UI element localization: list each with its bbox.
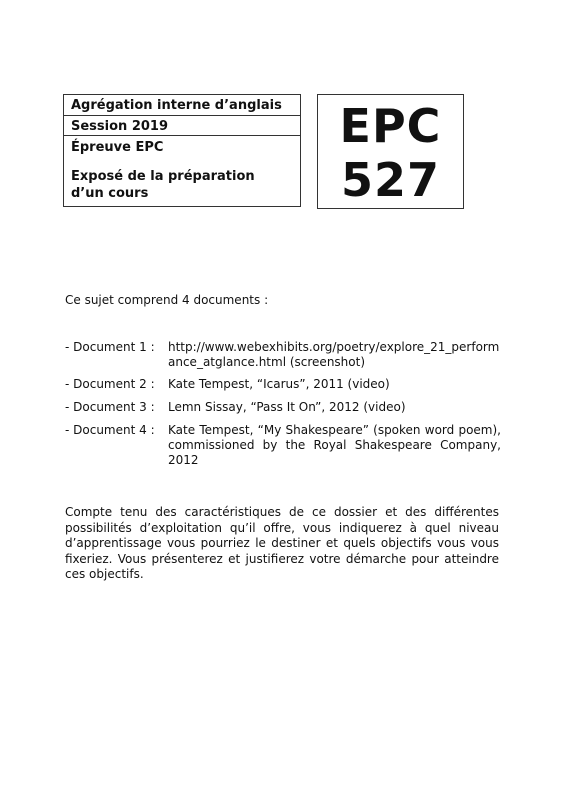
exam-info-box [63, 94, 301, 207]
exam-title: Agrégation interne d’anglais [64, 95, 300, 116]
document-description: Lemn Sissay, “Pass It On”, 2012 (video) [168, 400, 406, 414]
document-label: - Document 3 : [65, 400, 155, 414]
exam-test-name: Épreuve EPC [71, 140, 164, 155]
exam-session: Session 2019 [64, 116, 300, 136]
document-label: - Document 1 : [65, 340, 155, 354]
subject-code-prefix: EPC [339, 99, 442, 153]
document-description: Kate Tempest, “My Shakespeare” (spoken word poem), commissioned by the Royal Shakespeare Company, 2012 [168, 423, 501, 467]
exam-instructions: Compte tenu des caractéristiques de ce dossier et des différentes possibilités d’exploitation qu’il offre, vous indiquerez à quel niveau d’apprentissage vous pourriez le destiner et quels objectifs vous vous fixeriez. Vous présenterez et justifierez votre démarche pour atteindre ces objectifs. [65, 505, 499, 581]
document-label: - Document 2 : [65, 377, 155, 391]
exam-test-description: Exposé de la préparation d’un cours [71, 169, 255, 201]
document-description: Kate Tempest, “Icarus”, 2011 (video) [168, 377, 390, 391]
document-label: - Document 4 : [65, 423, 155, 437]
subject-code-box [317, 94, 464, 209]
subject-code-number: 527 [340, 153, 441, 207]
document-description: http://www.webexhibits.org/poetry/explore_21_performance_atglance.html (screenshot) [168, 340, 500, 369]
document-count-intro: Ce sujet comprend 4 documents : [65, 293, 269, 307]
